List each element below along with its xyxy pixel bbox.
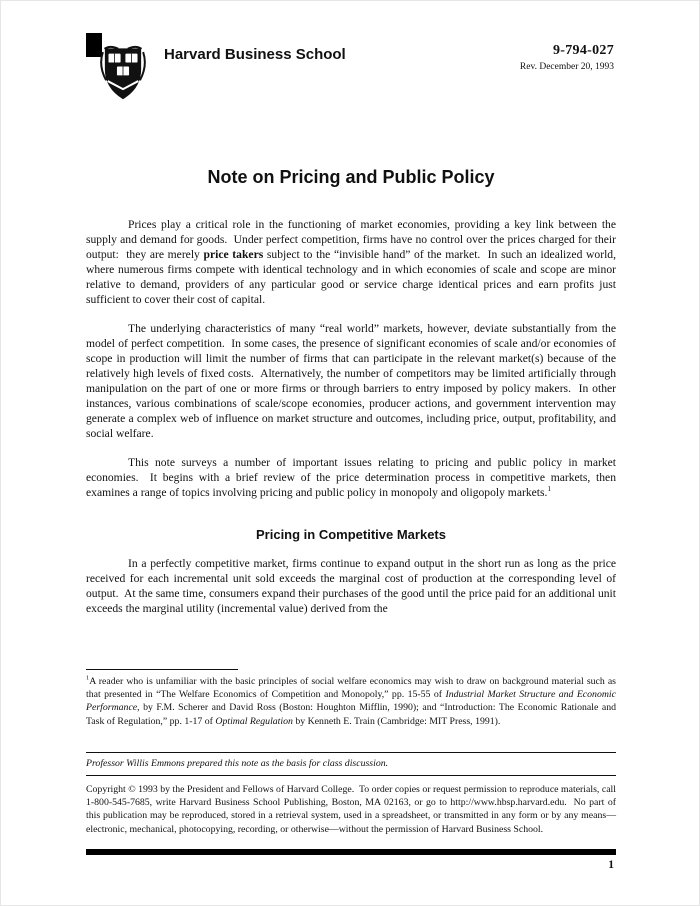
page-number: 1 bbox=[608, 859, 614, 871]
doc-number: 9-794-027 bbox=[552, 43, 614, 58]
copyright-notice: Copyright © 1993 by the President and Fellows of Harvard College. To order copies or request permission to reproduce materials, call 1-800-545-7685, write Harvard Business School Publishing, Boston, MA 02163, or go to http://www.hbsp.harvard.edu. No part of this publication may be reproduced, stored in a retrieval system, used in a spreadsheet, or transmitted in any form or by any means—electronic, mechanical, photocopying, recording, or otherwise—without the permission of Harvard Business School. bbox=[86, 784, 616, 835]
doc-revision: Rev. December 20, 1993 bbox=[519, 62, 614, 72]
document-body bbox=[86, 1, 616, 616]
footnote-block bbox=[86, 669, 616, 728]
body-paragraph: In a perfectly competitive market, firms continue to expand output in the short run as long as the price received for each incremental unit sold exceeds the marginal cost of production at the corresponding level of output. At the same time, consumers expand their purchases of the good until the price paid for an additional unit exceeds the marginal utility (incremental value) derived from the bbox=[86, 557, 616, 615]
school-name: Harvard Business School bbox=[164, 46, 346, 63]
body-paragraph: The underlying characteristics of many “real world” markets, however, deviate substantially from the model of perfect competition. In some cases, the presence of significant economies of scale and/or economies of scope in production will limit the number of firms that can participate in the relevant market(s) because of the relatively high levels of fixed costs. Alternatively, the number of competitors may be limited artificially through manipulation on the part of one or more firms or through barriers to entry imposed by policy makers. In other instances, various combinations of scale/scope economies, producer actions, and government intervention may generate a complex web of influence on market structure and outcomes, including price, output, profitability, and social welfare. bbox=[86, 322, 616, 440]
body-paragraph: This note surveys a number of important issues relating to pricing and public policy in market economies. It begins with a brief review of the price determination process in competitive markets, then examines a range of topics involving pricing and public policy in monopoly and oligopoly markets.$^1$ bbox=[86, 456, 616, 499]
body-paragraph: Prices play a critical role in the functioning of market economies, providing a key link between the supply and demand for goods. Under perfect competition, firms have no control over the prices charged for their output: they are merely price takers subject to the “invisible hand” of the market. In such an idealized world, where numerous firms compete with identical technology and in which economies of scale and scope are minor relative to demand, providers of any particular good or service charge identical prices and earn profits just sufficient to cover their cost of capital. bbox=[86, 218, 616, 306]
bottom-bar bbox=[86, 849, 616, 855]
footnote: $^1$A reader who is unfamiliar with the basic principles of social welfare economics may wish to draw on background material such as that presented in “The Welfare Economics of Competition and Monopoly,” pp. 15-55 of Industrial Market Structure and Economic Performance, by F.M. Scherer and David Ross (Boston: Houghton Mifflin, 1990); and “Introduction: The Economic Rationale and Task of Regulation,” pp. 1-17 of Optimal Regulation by Kenneth E. Train (Cambridge: MIT Press, 1991). bbox=[86, 674, 616, 727]
attribution: Professor Willis Emmons prepared this note as the basis for class discussion. bbox=[86, 758, 389, 769]
legal-block bbox=[86, 752, 616, 836]
section-heading: Pricing in Competitive Markets bbox=[256, 527, 446, 542]
document-title: Note on Pricing and Public Policy bbox=[207, 167, 495, 187]
footnote-rule bbox=[86, 669, 238, 670]
